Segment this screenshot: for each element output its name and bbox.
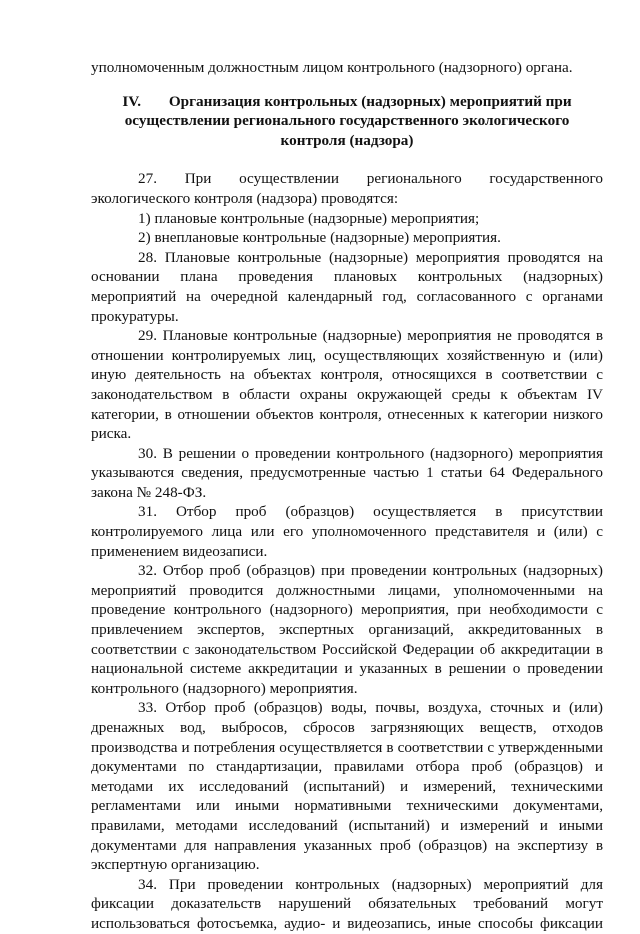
section-number: IV.: [122, 92, 142, 110]
paragraph-33: 33. Отбор проб (образцов) воды, почвы, воздуха, сточных и (или) дренажных вод, выбросов, сбросов загрязняющих веществ, отходов производства и потребления осуществляется в соответствии с утвержденными документами по стандартизации, правилами отбора проб (образцов) и методами их исследований (испытаний) и измерений, техническими регламентами или иными нормативными техническими документами, правилами, методами исследований (испытаний) и измерений и иными документами для направления указанных проб (образцов) на экспертизу в экспертную организацию.: [91, 699, 603, 874]
list-item-planned: 1) плановые контрольные (надзорные) мероприятия;: [138, 209, 480, 227]
paragraph-27: 27. При осуществлении регионального государственного экологического контроля (надзора) проводятся:: [91, 170, 603, 207]
paragraph-29: 29. Плановые контрольные (надзорные) мероприятия не проводятся в отношении контролируемых лиц, осуществляющих хозяйственную и (или) иную деятельность на объектах контроля, относящихся в соответствии с законодательством в области охраны окружающей среды к объектам IV категории, в отношении объектов контроля, отнесенных к категории низкого риска.: [91, 327, 603, 443]
paragraph-28: 28. Плановые контрольные (надзорные) мероприятия проводятся на основании плана проведения плановых контрольных (надзорных) мероприятий на очередной календарный год, согласованного с органами прокуратуры.: [91, 248, 603, 325]
section-title: Организация контрольных (надзорных) мероприятий при осуществлении регионального государственного экологического контроля (надзора): [124, 92, 572, 149]
carryover-paragraph: уполномоченным должностным лицом контрольного (надзорного) органа.: [91, 59, 573, 76]
paragraph-31: 31. Отбор проб (образцов) осуществляется в присутствии контролируемого лица или его уполномоченного представителя и (или) с применением видеозаписи.: [91, 503, 603, 560]
section-heading: [91, 92, 603, 151]
paragraph-34: 34. При проведении контрольных (надзорных) мероприятий для фиксации доказательств нарушений обязательных требований могут использоваться фотосъемка, аудио- и видеозапись, иные способы фиксации: [91, 875, 603, 932]
paragraph-30: 30. В решении о проведении контрольного (надзорного) мероприятия указываются сведения, предусмотренные частью 1 статьи 64 Федерального закона № 248-ФЗ.: [91, 444, 603, 501]
list-item-unplanned: 2) внеплановые контрольные (надзорные) мероприятия.: [138, 229, 501, 247]
document-page: [91, 58, 603, 934]
paragraph-32: 32. Отбор проб (образцов) при проведении контрольных (надзорных) мероприятий проводится должностными лицами, уполномоченными на проведение контрольного (надзорного) мероприятия, при необходимости с привлечением экспертов, экспертных организаций, аккредитованных в соответствии с законодательством Российской Федерации об аккредитации в национальной системе аккредитации и указанных в решении о проведении контрольного (надзорного) мероприятия.: [91, 562, 603, 697]
